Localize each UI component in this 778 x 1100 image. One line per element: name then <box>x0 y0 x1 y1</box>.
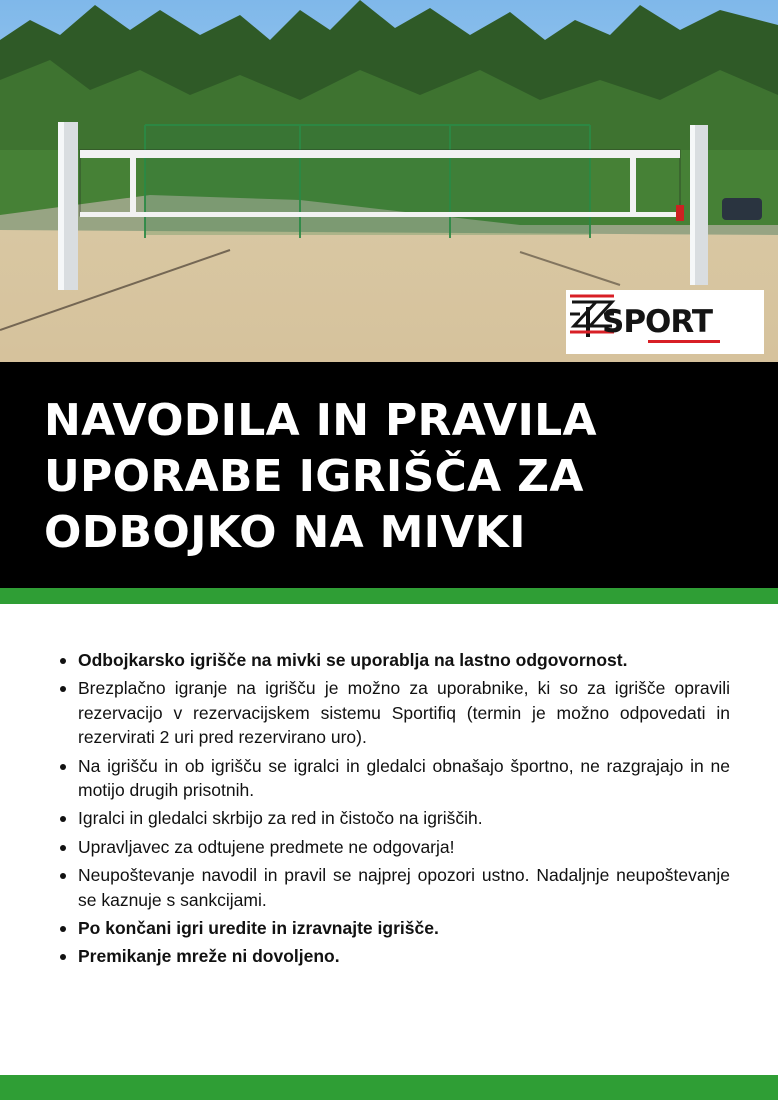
green-divider-bottom <box>0 1075 778 1100</box>
rules-list <box>57 648 730 973</box>
sport-logo <box>566 290 764 354</box>
title-line: NAVODILA IN PRAVILA <box>44 395 597 446</box>
sport-wordmark-text: SPORT <box>602 303 713 340</box>
page-title <box>44 393 724 561</box>
rule-item: Po končani igri uredite in izravnajte igrišče. <box>57 916 730 940</box>
sport-wordmark <box>602 303 713 340</box>
rule-item: Brezplačno igranje na igrišču je možno za uporabnike, ki so za igrišče opravili rezervacijo v rezervacijskem sistemu Sportifiq (termin je možno odpovedati in rezervirati 2 uri pred rezervirano uro). <box>57 676 730 749</box>
rule-item: Upravljavec za odtujene predmete ne odgovarja! <box>57 835 730 859</box>
rule-item: Odbojkarsko igrišče na mivki se uporablja na lastno odgovornost. <box>57 648 730 672</box>
rule-item: Igralci in gledalci skrbijo za red in čistočo na igriščih. <box>57 806 730 830</box>
rule-item: Premikanje mreže ni dovoljeno. <box>57 944 730 968</box>
sport-wordmark-underline <box>648 340 720 343</box>
rule-item: Na igrišču in ob igrišču se igralci in gledalci obnašajo športno, ne razgrajajo in ne motijo drugih prisotnih. <box>57 754 730 803</box>
title-line: ODBOJKO NA MIVKI <box>44 507 526 558</box>
rule-item: Neupoštevanje navodil in pravil se najprej opozori ustno. Nadaljnje neupoštevanje se kaznuje s sankcijami. <box>57 863 730 912</box>
green-divider-top <box>0 588 778 604</box>
header-photo <box>0 0 778 362</box>
title-line: UPORABE IGRIŠČA ZA <box>44 451 584 502</box>
